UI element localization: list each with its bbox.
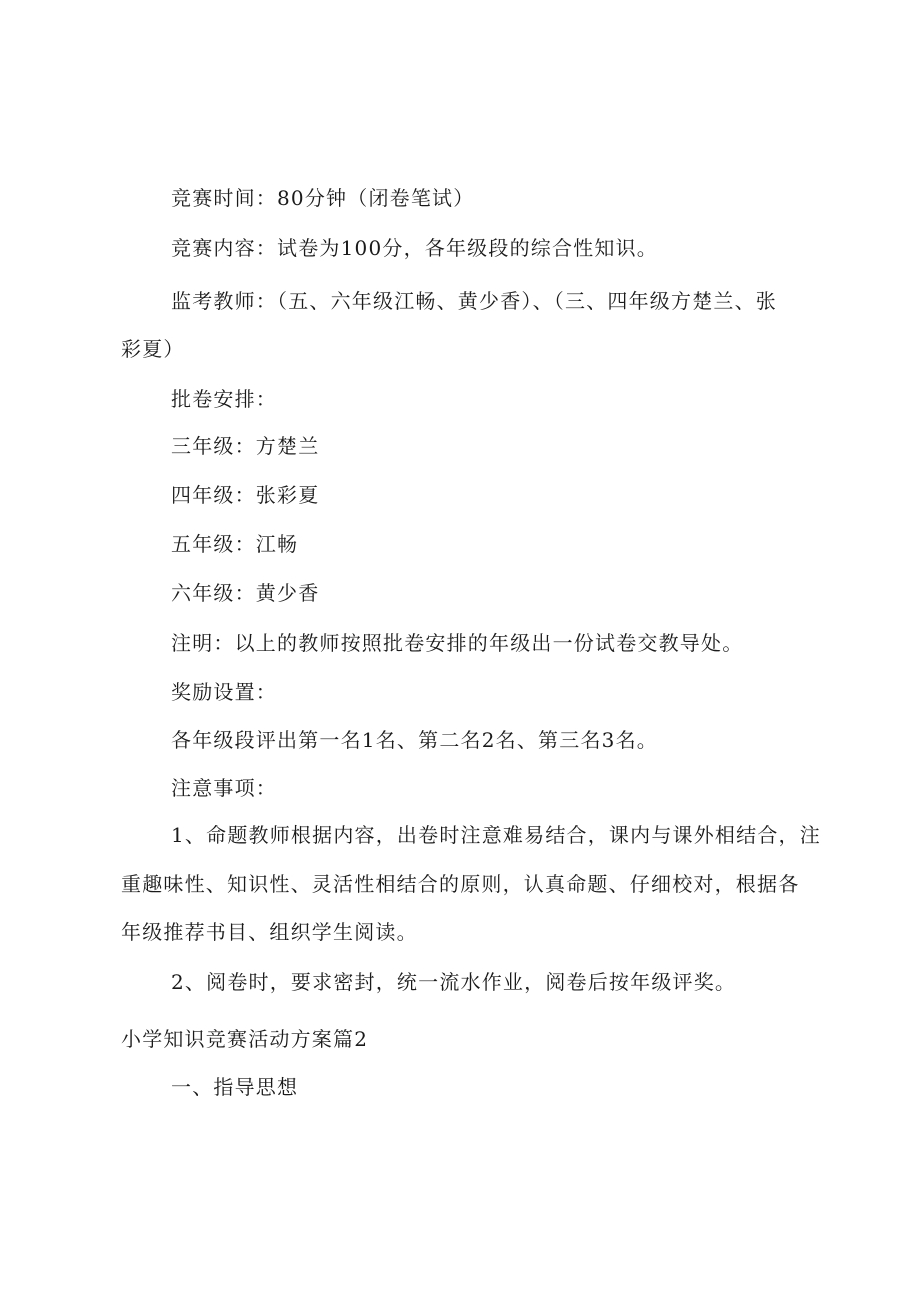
section-heading-guiding-thought: 一、指导思想 bbox=[171, 1075, 299, 1099]
paragraph-competition-time: 竞赛时间：80分钟（闭卷笔试） bbox=[171, 186, 475, 210]
paragraph-item1-line3: 年级推荐书目、组织学生阅读。 bbox=[121, 920, 418, 944]
paragraph-grading-heading: 批卷安排： bbox=[171, 387, 277, 411]
paragraph-proctors-line2: 彩夏） bbox=[121, 337, 185, 361]
paragraph-grade-six: 六年级：黄少香 bbox=[171, 581, 320, 605]
section-title-part2: 小学知识竞赛活动方案篇2 bbox=[121, 1027, 369, 1051]
paragraph-competition-content: 竞赛内容：试卷为100分，各年级段的综合性知识。 bbox=[171, 236, 658, 260]
paragraph-awards-heading: 奖励设置： bbox=[171, 680, 277, 704]
paragraph-grade-four: 四年级：张彩夏 bbox=[171, 483, 320, 507]
paragraph-notes-heading: 注意事项： bbox=[171, 776, 277, 800]
paragraph-grade-five: 五年级：江畅 bbox=[171, 532, 299, 556]
paragraph-proctors-line1: 监考教师：（五、六年级江畅、黄少香）、（三、四年级方楚兰、张 bbox=[171, 289, 777, 313]
paragraph-item2: 2、阅卷时，要求密封，统一流水作业，阅卷后按年级评奖。 bbox=[171, 970, 737, 994]
paragraph-note: 注明：以上的教师按照批卷安排的年级出一份试卷交教导处。 bbox=[171, 631, 744, 655]
paragraph-item1-line1: 1、命题教师根据内容，出卷时注意难易结合，课内与课外相结合，注 bbox=[171, 823, 821, 847]
paragraph-item1-line2: 重趣味性、知识性、灵活性相结合的原则，认真命题、仔细校对，根据各 bbox=[121, 872, 800, 896]
paragraph-awards-detail: 各年级段评出第一名1名、第二名2名、第三名3名。 bbox=[171, 728, 658, 752]
paragraph-grade-three: 三年级：方楚兰 bbox=[171, 434, 320, 458]
